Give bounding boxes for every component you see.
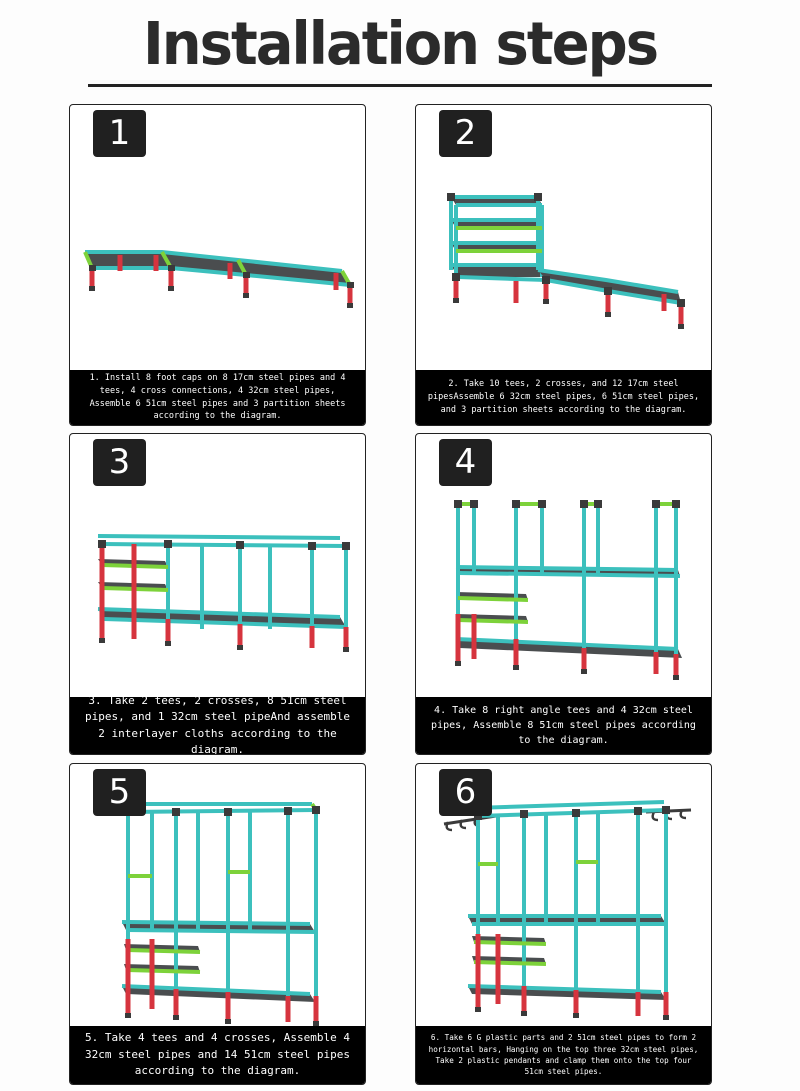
page-title: Installation steps (142, 10, 658, 79)
step-2-panel (415, 104, 712, 426)
step-5-number-badge: 5 (93, 769, 146, 816)
title-underline (88, 84, 712, 87)
step-4-number-badge: 4 (439, 439, 492, 486)
step-1-panel (69, 104, 366, 426)
step-6-number-badge: 6 (439, 769, 492, 816)
step-4-caption: 4. Take 8 right angle tees and 4 32cm steel pipes, Assemble 8 51cm steel pipes according to the diagram. (416, 697, 711, 754)
step-3-panel (69, 433, 366, 755)
step-3-number-badge: 3 (93, 439, 146, 486)
step-3-caption: 3. Take 2 tees, 2 crosses, 8 51cm steel pipes, and 1 32cm steel pipeAnd assemble 2 interlayer cloths according to the diagram. (70, 697, 365, 754)
step-4-panel (415, 433, 712, 755)
step-6-panel (415, 763, 712, 1085)
step-2-number-badge: 2 (439, 110, 492, 157)
step-5-caption: 5. Take 4 tees and 4 crosses, Assemble 4 32cm steel pipes and 14 51cm steel pipes according to the diagram. (70, 1026, 365, 1084)
step-6-caption: 6. Take 6 G plastic parts and 2 51cm steel pipes to form 2 horizontal bars, Hanging on the top three 32cm steel pipes, Take 2 plastic pendants and clamp them onto the top four 51cm steel pipes. (416, 1026, 711, 1084)
step-2-caption: 2. Take 10 tees, 2 crosses, and 12 17cm steel pipesAssemble 6 32cm steel pipes, 6 51cm steel pipes, and 3 partition sheets according to the diagram. (416, 370, 711, 425)
step-1-number-badge: 1 (93, 110, 146, 157)
step-5-panel (69, 763, 366, 1085)
step-1-caption: 1. Install 8 foot caps on 8 17cm steel pipes and 4 tees, 4 cross connections, 4 32cm steel pipes, Assemble 6 51cm steel pipes and 3 partition sheets according to the diagram. (70, 370, 365, 425)
